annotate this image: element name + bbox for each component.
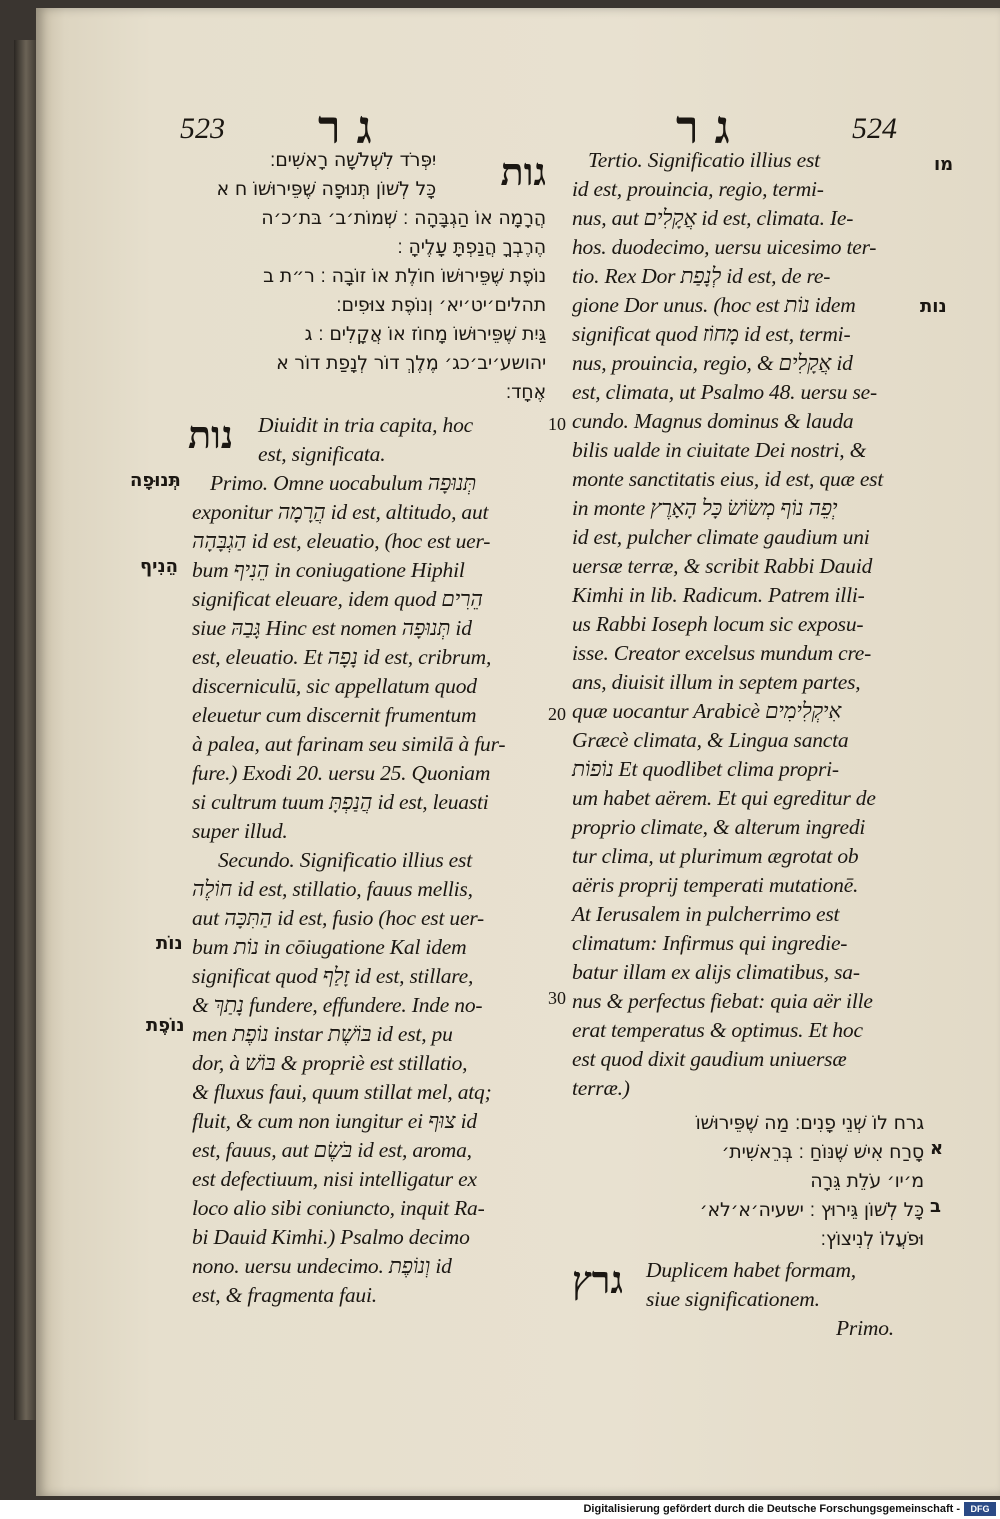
hebrew-line: גַּיִת שֶׁפֵּירוּשׁוֹ מָחוֹז אוֹ אֲקָלִים ׃ ג [304, 323, 546, 345]
right-hebrew-block-2 [572, 1196, 924, 1254]
text-line: est, & fragmenta faui. [192, 1283, 377, 1307]
text-line: si cultrum tuum הֲנַפְתָּ id est, leuasti [192, 790, 489, 814]
right-column [572, 146, 924, 1343]
text-line: aëris proprij temperati mutationē. [572, 873, 859, 897]
text-line: à palea, aut farinam seu similā à fur- [192, 732, 506, 756]
text-line: Tertio. Significatio illius est [588, 148, 820, 172]
text-line: Primo. Omne uocabulum תְּנוּפָה [210, 471, 477, 495]
text-line: tur clima, ut plurimum ægrotat ob [572, 844, 859, 868]
line-number: 30 [548, 988, 566, 1008]
text-line: gione Dor unus. (hoc est נוֹת idem [572, 293, 856, 317]
text-line: At Ierusalem in pulcherrimo est [572, 902, 840, 926]
hebrew-line: מ׳יו׳ עֹלֵת גֵּרָה [810, 1170, 924, 1192]
text-line: nus, aut אֲקָלִים id est, climata. Ie- [572, 206, 854, 230]
text-line: significat eleuare, idem quod הֵרִים [192, 587, 483, 611]
text-line: Diuidit in tria capita, hoc [258, 413, 473, 437]
hebrew-line: הֶרֶבְךָ הֲנַפְתָּ עָלֶיהָ ׃ [397, 236, 546, 258]
entry2-block [572, 1256, 924, 1314]
right-hebrew-block-1 [572, 1109, 924, 1196]
text-line: dor, à בּוֹשׁ & propriè est stillatio, [192, 1051, 468, 1075]
text-line: id est, prouincia, regio, termi- [572, 177, 824, 201]
text-line: & נָתַךְ fundere, effundere. Inde no- [192, 993, 483, 1017]
running-head-right: ג ר [676, 100, 730, 154]
text-line: est quod dixit gaudium uniuersæ [572, 1047, 847, 1071]
margin-note: מו [934, 154, 954, 175]
text-line: batur illam ex alijs climatibus, sa- [572, 960, 860, 984]
text-line: est, climata, ut Psalmo 48. uersu se- [572, 380, 877, 404]
text-line: um habet aërem. Et qui egreditur de [572, 786, 876, 810]
hebrew-line: סָרַח אִישׁ שֶׁנּוֹחַ ׃ בְּרֵאשִׁית׳ [721, 1141, 924, 1163]
hebrew-line: יִפְּרֹד לִשְׁלֹשָׁה רָאשִׁים׃ [269, 149, 436, 171]
hebrew-line: כָּל לְשׁוֹן גֵּירוּץ ׃ ישעיה׳א׳לא׳ [699, 1199, 924, 1221]
hebrew-line: אֶחָד׃ [505, 381, 546, 403]
left-column [150, 146, 546, 1310]
text-line: uersæ terræ, & scribit Rabbi Dauid [572, 554, 873, 578]
margin-note: הֵנִיף [140, 556, 178, 577]
text-line: aut הַתִּכָּה id est, fusio (hoc est uer- [192, 906, 485, 930]
hebrew-line: נוֹפֶת שֶׁפֵּירוּשׁוֹ חוֹלֶת אוֹ זוֹבָה ׃ ר״ת ב [263, 265, 546, 287]
text-line: proprio climate, & alterum ingredi [572, 815, 866, 839]
text-line: isse. Creator excelsus mundum cre- [572, 641, 872, 665]
page-number-right: 524 [852, 112, 897, 145]
text-line: חוֹלֶה id est, stillatio, fauus mellis, [192, 877, 473, 901]
hebrew-line: גרח לוֹ שְׁנֵי פָנִים׃ מַה שֶׁפֵּירוּשׁוֹ [695, 1112, 924, 1134]
hebrew-line: כָּל לְשׁוֹן תְּנוּפָה שֶׁפֵּירוּשׁוֹ ח א [216, 178, 436, 200]
text-line: bi Dauid Kimhi.) Psalmo decimo [192, 1225, 470, 1249]
text-line: bum נוֹת in cōiugatione Kal idem [192, 935, 467, 959]
text-line: discerniculū, sic appellatum quod [192, 674, 477, 698]
margin-note: תְּנוּפָה [130, 470, 181, 491]
text-line: siue גָּבַהּ Hinc est nomen תְּנוּפָה id [192, 616, 472, 640]
text-line: terræ.) [572, 1076, 630, 1100]
text-line: est, eleuatio. Et נָפָה id est, cribrum, [192, 645, 492, 669]
text-line: & fluxus faui, quum stillat mel, atq; [192, 1080, 492, 1104]
text-line: significat quod מָחוֹז id est, termi- [572, 322, 851, 346]
book-spine-edge [14, 40, 38, 1420]
text-line: est defectiuum, nisi intelligatur ex [192, 1167, 477, 1191]
text-line: nono. uersu undecimo. וְנוֹפֶת id [192, 1254, 452, 1278]
margin-note: ב [930, 1196, 941, 1217]
catchword: Primo. [836, 1316, 894, 1340]
text-line: bilis ualde in ciuitate Dei nostri, & [572, 438, 867, 462]
text-line: hos. duodecimo, uersu uicesimo ter- [572, 235, 877, 259]
hebrew-line: יהושע׳יב׳כג׳ מֶלֶךְ דוֹר לְנָפַת דוֹר א [276, 352, 546, 374]
text-line: bum הֵנִיף in coniugatione Hiphil [192, 558, 465, 582]
footer-credit: Digitalisierung gefördert durch die Deutsche Forschungsgemeinschaft - [583, 1503, 960, 1515]
text-line: nus & perfectus fiebat: quia aër ille [572, 989, 873, 1013]
text-line: exponitur הֲרָמָה id est, altitudo, aut [192, 500, 489, 524]
margin-note: נוֹת [156, 933, 183, 954]
margin-note: נות [920, 296, 947, 317]
text-line: cundo. Magnus dominus & lauda [572, 409, 854, 433]
text-line: נוֹפוֹת Et quodlibet clima propri- [572, 757, 839, 781]
text-line: fluit, & cum non iungitur ei צוּף id [192, 1109, 477, 1133]
hebrew-line: הֲרָמָה אוֹ הַגְבָּהָה ׃ שְׁמוֹת׳ב׳ בּת׳כ׳ה [261, 207, 546, 229]
entry-heading-2: גרץ [572, 1257, 624, 1302]
text-line: Græcè climata, & Lingua sancta [572, 728, 849, 752]
line-number: 10 [548, 414, 566, 434]
text-line: erat temperatus & optimus. Et hoc [572, 1018, 863, 1042]
entry-heading-left: גות [500, 149, 546, 194]
text-line: quæ uocantur Arabicè אִיקְלִימִים [572, 699, 842, 723]
left-hebrew-block [150, 146, 546, 407]
intro-block [150, 411, 546, 469]
left-body [150, 469, 546, 1310]
running-head-left: ג ר [318, 100, 372, 154]
hebrew-line: וּפֹעֲלוֹ לְנִיצוֹץ׃ [820, 1228, 924, 1250]
text-line: fure.) Exodi 20. uersu 25. Quoniam [192, 761, 491, 785]
text-line: est, significata. [258, 442, 386, 466]
text-line: הַגְבָּהָה id est, eleuatio, (hoc est uer- [192, 529, 491, 553]
page-number-left: 523 [180, 112, 225, 145]
text-line: super illud. [192, 819, 288, 843]
text-line: Secundo. Significatio illius est [218, 848, 472, 872]
margin-note: א [930, 1138, 944, 1159]
margin-note: נוֹפֶת [146, 1015, 185, 1036]
line-number: 20 [548, 704, 566, 724]
text-line: nus, prouincia, regio, & אֲקָלִים id [572, 351, 853, 375]
text-line: Duplicem habet formam, [646, 1258, 856, 1282]
text-line: climatum: Infirmus qui ingredie- [572, 931, 848, 955]
text-line: eleuetur cum discernit frumentum [192, 703, 477, 727]
text-line: est, fauus, aut בֹּשֶׂם id est, aroma, [192, 1138, 472, 1162]
text-line: siue significationem. [646, 1287, 820, 1311]
text-line: tio. Rex Dor לְנָפַת id est, de re- [572, 264, 831, 288]
text-line: significat quod זָלַף id est, stillare, [192, 964, 474, 988]
text-line: Kimhi in lib. Radicum. Patrem illi- [572, 583, 865, 607]
text-line: ans, diuisit illum in septem partes, [572, 670, 861, 694]
text-line: men נוֹפֶת instar בּוֹשֶׁת id est, pu [192, 1022, 453, 1046]
text-line: id est, pulcher climate gaudium uni [572, 525, 870, 549]
text-line: loco alio sibi coniuncto, inquit Ra- [192, 1196, 485, 1220]
text-line: in monte יְפֵה נוֹף מְשׂוֹשׂ כָּל הָאָרֶץ [572, 496, 838, 520]
entry-intro-heading: נות [188, 412, 234, 457]
hebrew-line: תהלים׳יט׳יא׳ וְנוֹפֶת צוּפִים׃ [336, 294, 546, 316]
text-line: monte sanctitatis eius, id est, quæ est [572, 467, 884, 491]
digitization-footer [0, 1500, 1000, 1519]
dfg-logo: DFG [964, 1502, 996, 1516]
text-line: us Rabbi Ioseph locum sic exposu- [572, 612, 864, 636]
